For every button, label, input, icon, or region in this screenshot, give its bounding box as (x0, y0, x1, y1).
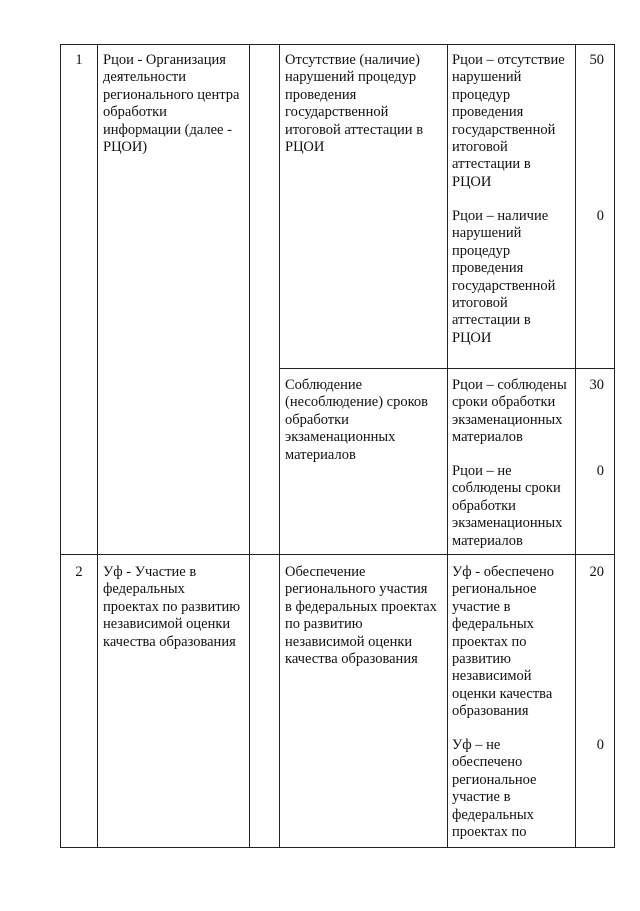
indicator-cell: Отсутствие (наличие) нарушений процедур проведения государственной итоговой аттестации в РЦОИ (285, 52, 424, 156)
table-border-top (60, 44, 615, 45)
points-cell: 50 (589, 52, 604, 68)
column-divider-num (97, 44, 98, 848)
indicator-cell: Соблюдение (несоблюдение) сроков обработки экзаменационных материалов (285, 377, 428, 463)
outcome-cell: Рцои – соблюдены сроки обработки экзаменационных материалов (452, 377, 567, 446)
points-cell: 0 (596, 463, 604, 479)
row-number: 2 (75, 564, 83, 580)
points-cell: 0 (596, 737, 604, 753)
column-divider-indicator (447, 44, 448, 848)
indicator-divider (279, 368, 615, 369)
criterion-cell: Уф - Участие в федеральных проектах по развитию независимой оценки качества образования (103, 564, 241, 650)
outcome-cell: Рцои – отсутствие нарушений процедур проведения государственной итоговой аттестации в РЦОИ (452, 52, 565, 190)
row-divider (60, 554, 615, 555)
table-border-left (60, 44, 61, 848)
column-divider-criterion (249, 44, 250, 848)
points-cell: 0 (596, 208, 604, 224)
column-divider-empty (279, 44, 280, 848)
points-cell: 20 (589, 564, 604, 580)
row-number: 1 (75, 52, 83, 68)
table-border-right (614, 44, 615, 848)
outcome-cell: Уф – не обеспечено региональное участие в федеральных проектах по (452, 737, 537, 841)
outcome-cell: Уф - обеспечено региональное участие в федеральных проектах по развитию независимой оценки качества образования (452, 564, 554, 720)
indicator-cell: Обеспечение регионального участия в федеральных проектах по развитию независимой оценки качества образования (285, 564, 437, 668)
table-border-bottom (60, 847, 615, 848)
outcome-cell: Рцои – наличие нарушений процедур проведения государственной итоговой аттестации в РЦОИ (452, 208, 556, 346)
outcome-cell: Рцои – не соблюдены сроки обработки экзаменационных материалов (452, 463, 563, 549)
points-cell: 30 (589, 377, 604, 393)
criterion-cell: Рцои - Организация деятельности регионального центра обработки информации (далее - РЦОИ) (103, 52, 240, 156)
